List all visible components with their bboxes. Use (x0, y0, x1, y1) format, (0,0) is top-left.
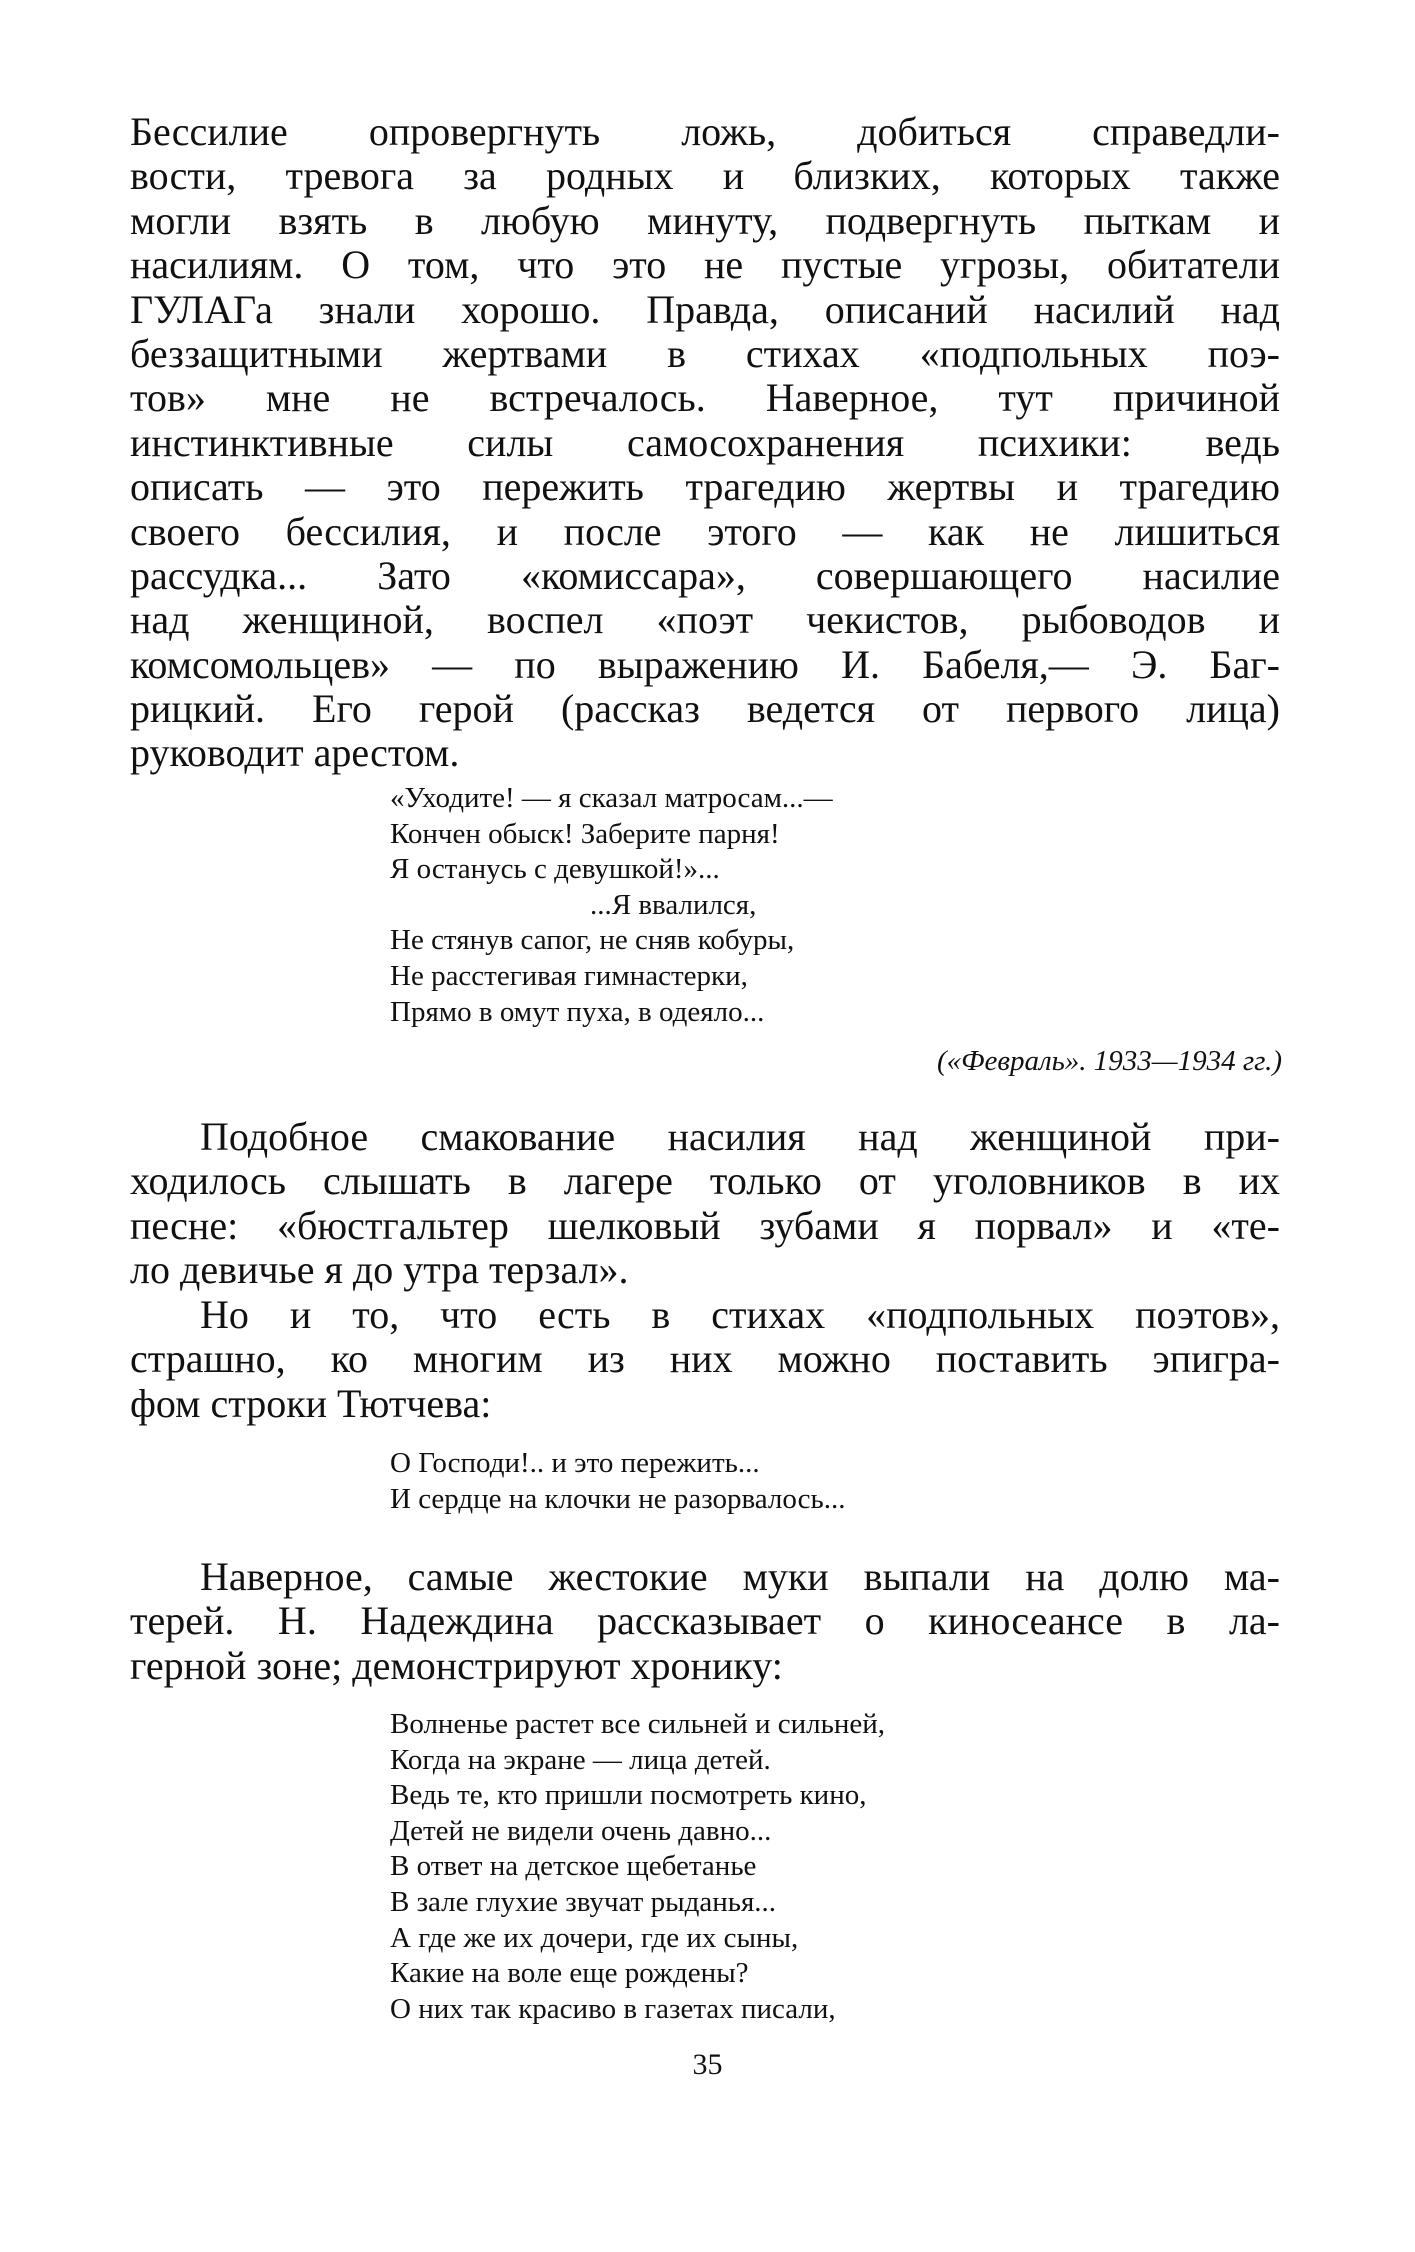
text-line: ГУЛАГа знали хорошо. Правда, описаний насилий над (130, 286, 1280, 332)
text-line: тов» мне не встречалось. Наверное, тут причиной (130, 375, 1280, 421)
text-line: рицкий. Его герой (рассказ ведется от первого лица) (130, 686, 1280, 732)
paragraph-mothers (130, 1555, 1280, 1688)
text-line: Но и то, что есть в стихах «подпольных поэтов», (200, 1292, 1280, 1337)
text-line: своего бессилия, и после этого — как не лишиться (130, 508, 1280, 554)
text-line: Подобное смакование насилия над женщиной при- (200, 1114, 1280, 1159)
text-line: терей. Н. Надеждина рассказывает о киносеансе в ла- (130, 1598, 1280, 1644)
verse-quote-tyutchev (390, 1446, 845, 1517)
text-line: вости, тревога за родных и близких, которых также (130, 153, 1280, 199)
paragraph-gulag-helplessness (130, 110, 1280, 776)
text-line: беззащитными жертвами в стихах «подпольных поэ- (130, 330, 1280, 376)
text-line: комсомольцев» — по выражению И. Бабеля,— Э. Баг- (130, 641, 1280, 687)
verse-line: В зале глухие звучат рыданья... (390, 1885, 777, 1918)
text-line: над женщиной, воспел «поэт чекистов, рыбоводов и (130, 597, 1280, 643)
verse-line: А где же их дочери, где их сыны, (390, 1921, 799, 1954)
text-line: ло девичье я до утра терзал». (130, 1247, 629, 1293)
text-line: Бессилие опровергнуть ложь, добиться справедли- (130, 109, 1280, 154)
verse-line: Не расстегивая гимнастерки, (390, 959, 748, 992)
verse-line: О них так красиво в газетах писали, (390, 1992, 836, 2025)
verse-quote-fevral (390, 781, 833, 1030)
verse-line: Прямо в омут пуха, в одеяло... (390, 995, 765, 1028)
verse-line: Детей не видели очень давно... (390, 1814, 772, 1847)
text-line: песне: «бюстгальтер шелковый зубами я порвал» и «те- (130, 1202, 1280, 1248)
paragraph-tyutchev-epigraph (130, 1293, 1280, 1426)
verse-line: Не стянув сапог, не сняв кобуры, (390, 924, 795, 957)
text-line: страшно, ко многим из них можно поставить эпигра- (130, 1336, 1280, 1382)
verse-line: Я останусь с девушкой!»... (390, 853, 720, 886)
verse-line: И сердце на клочки не разорвалось... (390, 1482, 846, 1515)
verse-attribution: («Февраль». 1933—1934 гг.) (937, 1045, 1282, 1077)
text-line: рассудка... Зато «комиссара», совершающего насилие (130, 552, 1280, 598)
verse-line: В ответ на детское щебетанье (390, 1850, 757, 1883)
text-line: ходилось слышать в лагере только от уголовников в их (130, 1158, 1280, 1204)
verse-quote-nadezhdina (390, 1707, 885, 2027)
text-line: Наверное, самые жестокие муки выпали на долю ма- (200, 1554, 1280, 1599)
text-line: могли взять в любую минуту, подвергнуть пыткам и (130, 197, 1280, 243)
page-number: 35 (692, 2048, 723, 2081)
paragraph-criminals-songs (130, 1115, 1280, 1293)
verse-line: Волненье растет все сильней и сильней, (390, 1708, 886, 1740)
text-line: описать — это пережить трагедию жертвы и трагедию (130, 464, 1280, 510)
verse-line: О Господи!.. и это пережить... (390, 1447, 760, 1479)
verse-line: Когда на экране — лица детей. (390, 1743, 771, 1776)
text-line: фом строки Тютчева: (130, 1380, 492, 1426)
text-line: руководит арестом. (130, 730, 460, 776)
verse-line: Ведь те, кто пришли посмотреть кино, (390, 1779, 867, 1812)
verse-line: «Уходите! — я сказал матросам...— (390, 782, 833, 814)
verse-line: ...Я ввалился, (590, 888, 757, 921)
text-line: герной зоне; демонстрируют хронику: (130, 1642, 783, 1688)
verse-line: Какие на воле еще рождены? (390, 1957, 749, 1990)
text-line: насилиям. О том, что это не пустые угрозы, обитатели (130, 242, 1280, 288)
verse-line: Кончен обыск! Заберите парня! (390, 817, 780, 850)
text-line: инстинктивные силы самосохранения психики: ведь (130, 419, 1280, 465)
